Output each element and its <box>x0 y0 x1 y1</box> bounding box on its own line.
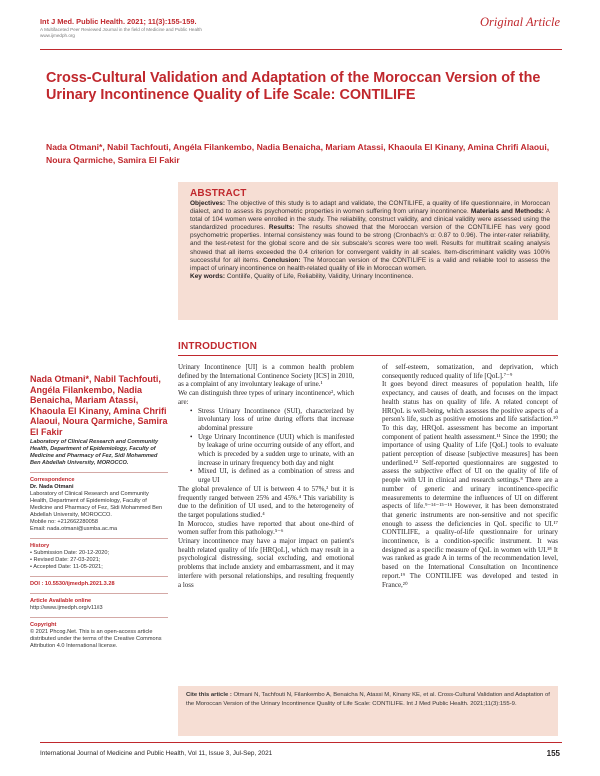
online-heading: Article Available online <box>30 597 92 604</box>
citation <box>186 691 550 710</box>
sidebar-divider <box>30 617 168 618</box>
footer-journal: International Journal of Medicine and Public Health, Vol 11, Issue 3, Jul-Sep, 2021 <box>40 750 273 757</box>
objectives-text: The objective of this study is to adapt and validate, the CONTILIFE, a quality of life questionnaire, in Moroccan dialect, and to assess its psychometric properties in women suffering from urinary incontinence. <box>190 200 550 216</box>
paragraph: Urinary Incontinence [UI] is a common health problem defined by the International Continence Society [ICS] in 2010, as a complaint of any involuntary leakage of urine.¹ <box>178 363 354 389</box>
journal-title: Int J Med. Public Health. 2021; 11(3):155-159. <box>40 17 197 26</box>
list-item: • Stress Urinary Incontinence (SUI), characterized by involuntary loss of urine during efforts that increase abdominal pressure <box>198 407 354 433</box>
sidebar-authors: Nada Otmani*, Nabil Tachfouti, Angéla Filankembo, Nadia Benaicha, Mariam Atassi, Khaoula El Kinany, Amina Chrifi Alaoui, Noura Qarmiche, Samira El Fakir <box>30 374 168 437</box>
copyright-heading: Copyright <box>30 621 57 628</box>
journal-website[interactable]: www.ijmedph.org <box>40 33 75 38</box>
citation-label: Cite this article : <box>186 692 232 698</box>
paragraph: We can distinguish three types of urinary incontinence², which are: <box>178 389 354 406</box>
history-revised: • Revised Date: 27-03-2021; <box>30 556 101 563</box>
methods-label: Materials and Methods: <box>470 208 544 216</box>
sidebar-divider <box>30 472 168 473</box>
sidebar <box>30 374 168 650</box>
history-heading: History <box>30 542 50 549</box>
conclusion-label: Conclusion: <box>262 256 301 264</box>
incontinence-types-list <box>178 407 354 485</box>
correspondence-address: Laboratory of Clinical Research and Community Health, Department of Epidemiology, Faculty of Medicine and Pharmacy of Fez, Sidi Mohammed Ben Abdellah University, MOROCCO. <box>30 490 163 518</box>
conclusion-text: The Moroccan version of the CONTILIFE is a valid and reliable tool to assess the impact of urinary incontinence on health-related quality of life in Moroccan women. <box>190 256 550 272</box>
page-number: 155 <box>546 749 560 758</box>
list-item: • Urge Urinary Incontinence (UUI) which is manifested by leakage of urine occurring outside of any effort, and which is preceded by a sudden urge to urinate, with an increase in urinary frequency both day and night <box>198 433 354 468</box>
abstract-heading: ABSTRACT <box>190 188 247 199</box>
journal-description: A Multifaceted Peer Reviewed Journal in the field of Medicine and Public Health <box>40 27 202 32</box>
article-title: Cross-Cultural Validation and Adaptation of the Moroccan Version of the Urinary Incontinence Quality of Life Scale: CONTILIFE <box>46 70 541 103</box>
sidebar-divider <box>30 538 168 539</box>
results-text: The results showed that the Moroccan version of the CONTILIFE has very good psychometric properties. Internal consistency was found to be strong (Cronbach's α: 0.87 to 0.96). The inter-rater reliability, and the test-retest for the global score and de six subscale's scores were too well. Results for multitrait scaling analysis showed that all items exceeded the 0.4 criterion for convergent validity in all scales. Item-discriminant validity was 100% successful for all items. <box>190 224 550 264</box>
correspondence-name: Dr. Nada Otmani <box>30 483 74 490</box>
sidebar-affiliation: Laboratory of Clinical Research and Community Health, Department of Epidemiology, Faculty of Medicine and Pharmacy of Fez, Sidi Mohammed Ben Abdellah University, MOROCCO. <box>30 438 159 466</box>
introduction-divider <box>178 355 558 356</box>
doi[interactable]: DOI : 10.5530/ijmedph.2021.3.28 <box>30 580 115 587</box>
author-list: Nada Otmani*, Nabil Tachfouti, Angéla Filankembo, Nadia Benaicha, Mariam Atassi, Khaoula El Kinany, Amina Chrifi Alaoui, Noura Qarmiche, Samira El Fakir <box>46 142 550 165</box>
introduction-heading: INTRODUCTION <box>178 341 258 352</box>
abstract-body <box>190 200 550 281</box>
paragraph: It goes beyond direct measures of population health, life expectancy, and causes of death, and focuses on the impact health status has on quality of life. A related concept of HRQoL is well-being, which assesses the positive aspects of a person's life, such as positive emotions and life satisfaction.¹⁰ To this day, HRQoL assessment has become an important component of patient health assessment.¹¹ Since the 1990; the importance of using Quality of Life [QoL] tools to evaluate patient perception of disease [subjective measures] has been underlined.¹² Self-reported questionnaires are suggested to assess the subjective effect of UI on the quality of life of people with UI in clinical and research settings.⁸ There are a number of generic and urinary incontinence-specific measurements to determine the influences of UI on different aspects of life.⁹⁻¹⁴⁻¹⁵⁻¹⁶ However, it has been demonstrated that generic instruments are non-sensitive and not specific enough to assess the deficiencies in QoL specific to UI.¹⁷ CONTILIFE, a quality-of-life questionnaire for urinary incontinence, is a condition-specific instrument. It was designed as a specific measure of QoL in women with UI.¹⁸ It was ranked as grade A in terms of the recommendation level, based on the International Consultation on Incontinence report.¹⁹ The CONTILIFE was developed and tested in France,²⁰ <box>382 380 558 589</box>
paragraph: Urinary incontinence may have a major impact on patient's health related quality of life [HRQoL], which may result in a psychological distressing, social excluding, and emotional problems that include anxiety and embarrassment, and it may interfere with personal relationships, and resulting frequently a loss <box>178 537 354 589</box>
copyright-text: © 2021 Phcog.Net. This is an open-access article distributed under the terms of the Creative Commons Attribution 4.0 International license. <box>30 628 162 649</box>
paragraph: In Morocco, studies have reported that about one-third of women suffer from this pathology.⁵⁻⁶ <box>178 519 354 537</box>
history-submission: • Submission Date: 20-12-2020; <box>30 549 110 556</box>
footer-divider <box>40 742 562 743</box>
correspondence-heading: Correspondence <box>30 476 75 483</box>
body-column-1 <box>178 363 354 589</box>
methods-text: A total of 104 women were enrolled in the study. The reliability, construct validity, and clinical validity were assessed using the standardized procedures. <box>190 208 551 232</box>
keywords-label: Key words: <box>190 272 226 280</box>
history-accepted: • Accepted Date: 11-05-2021; <box>30 563 103 570</box>
body-column-2 <box>382 363 558 589</box>
correspondence-mobile: Mobile no: +212662280058 <box>30 518 98 525</box>
paragraph: The global prevalence of UI is between 4 to 57%,³ but it is frequently ranged between 25% and 45%.⁴ This variability is due to the definition of UI used, and to the heterogeneity of the target populations studied.⁴ <box>178 484 354 519</box>
journal-subtitle <box>40 27 270 39</box>
sidebar-divider <box>30 593 168 594</box>
article-type: Original Article <box>480 15 560 29</box>
keywords-text: Contilife, Quality of Life, Reliability, Validity, Urinary Incontinence. <box>226 272 414 280</box>
objectives-label: Objectives: <box>190 200 226 207</box>
paragraph: of self-esteem, somatization, and deprivation, which consequently reduced quality of life [QoL].⁷⁻⁹ <box>382 363 558 380</box>
citation-text: Otmani N, Tachfouti N, Filankembo A, Benaicha N, Atassi M, Kinany KE, et al. Cross-Cultural Validation and Adaptation of the Moroccan Version of the Urinary Incontinence Quality of Life Scale: CONTILIFE. Int J Med Public Health. 2021;11(3):155-9. <box>186 692 550 708</box>
sidebar-divider <box>30 576 168 577</box>
header-divider <box>40 49 562 50</box>
results-label: Results: <box>268 224 295 232</box>
online-url[interactable]: http://www.ijmedph.org/v11/i3 <box>30 604 103 611</box>
list-item: • Mixed UI, is defined as a combination of stress and urge UI <box>198 467 354 484</box>
correspondence-email[interactable]: Email: nada.otmani@usmba.ac.ma <box>30 525 118 532</box>
